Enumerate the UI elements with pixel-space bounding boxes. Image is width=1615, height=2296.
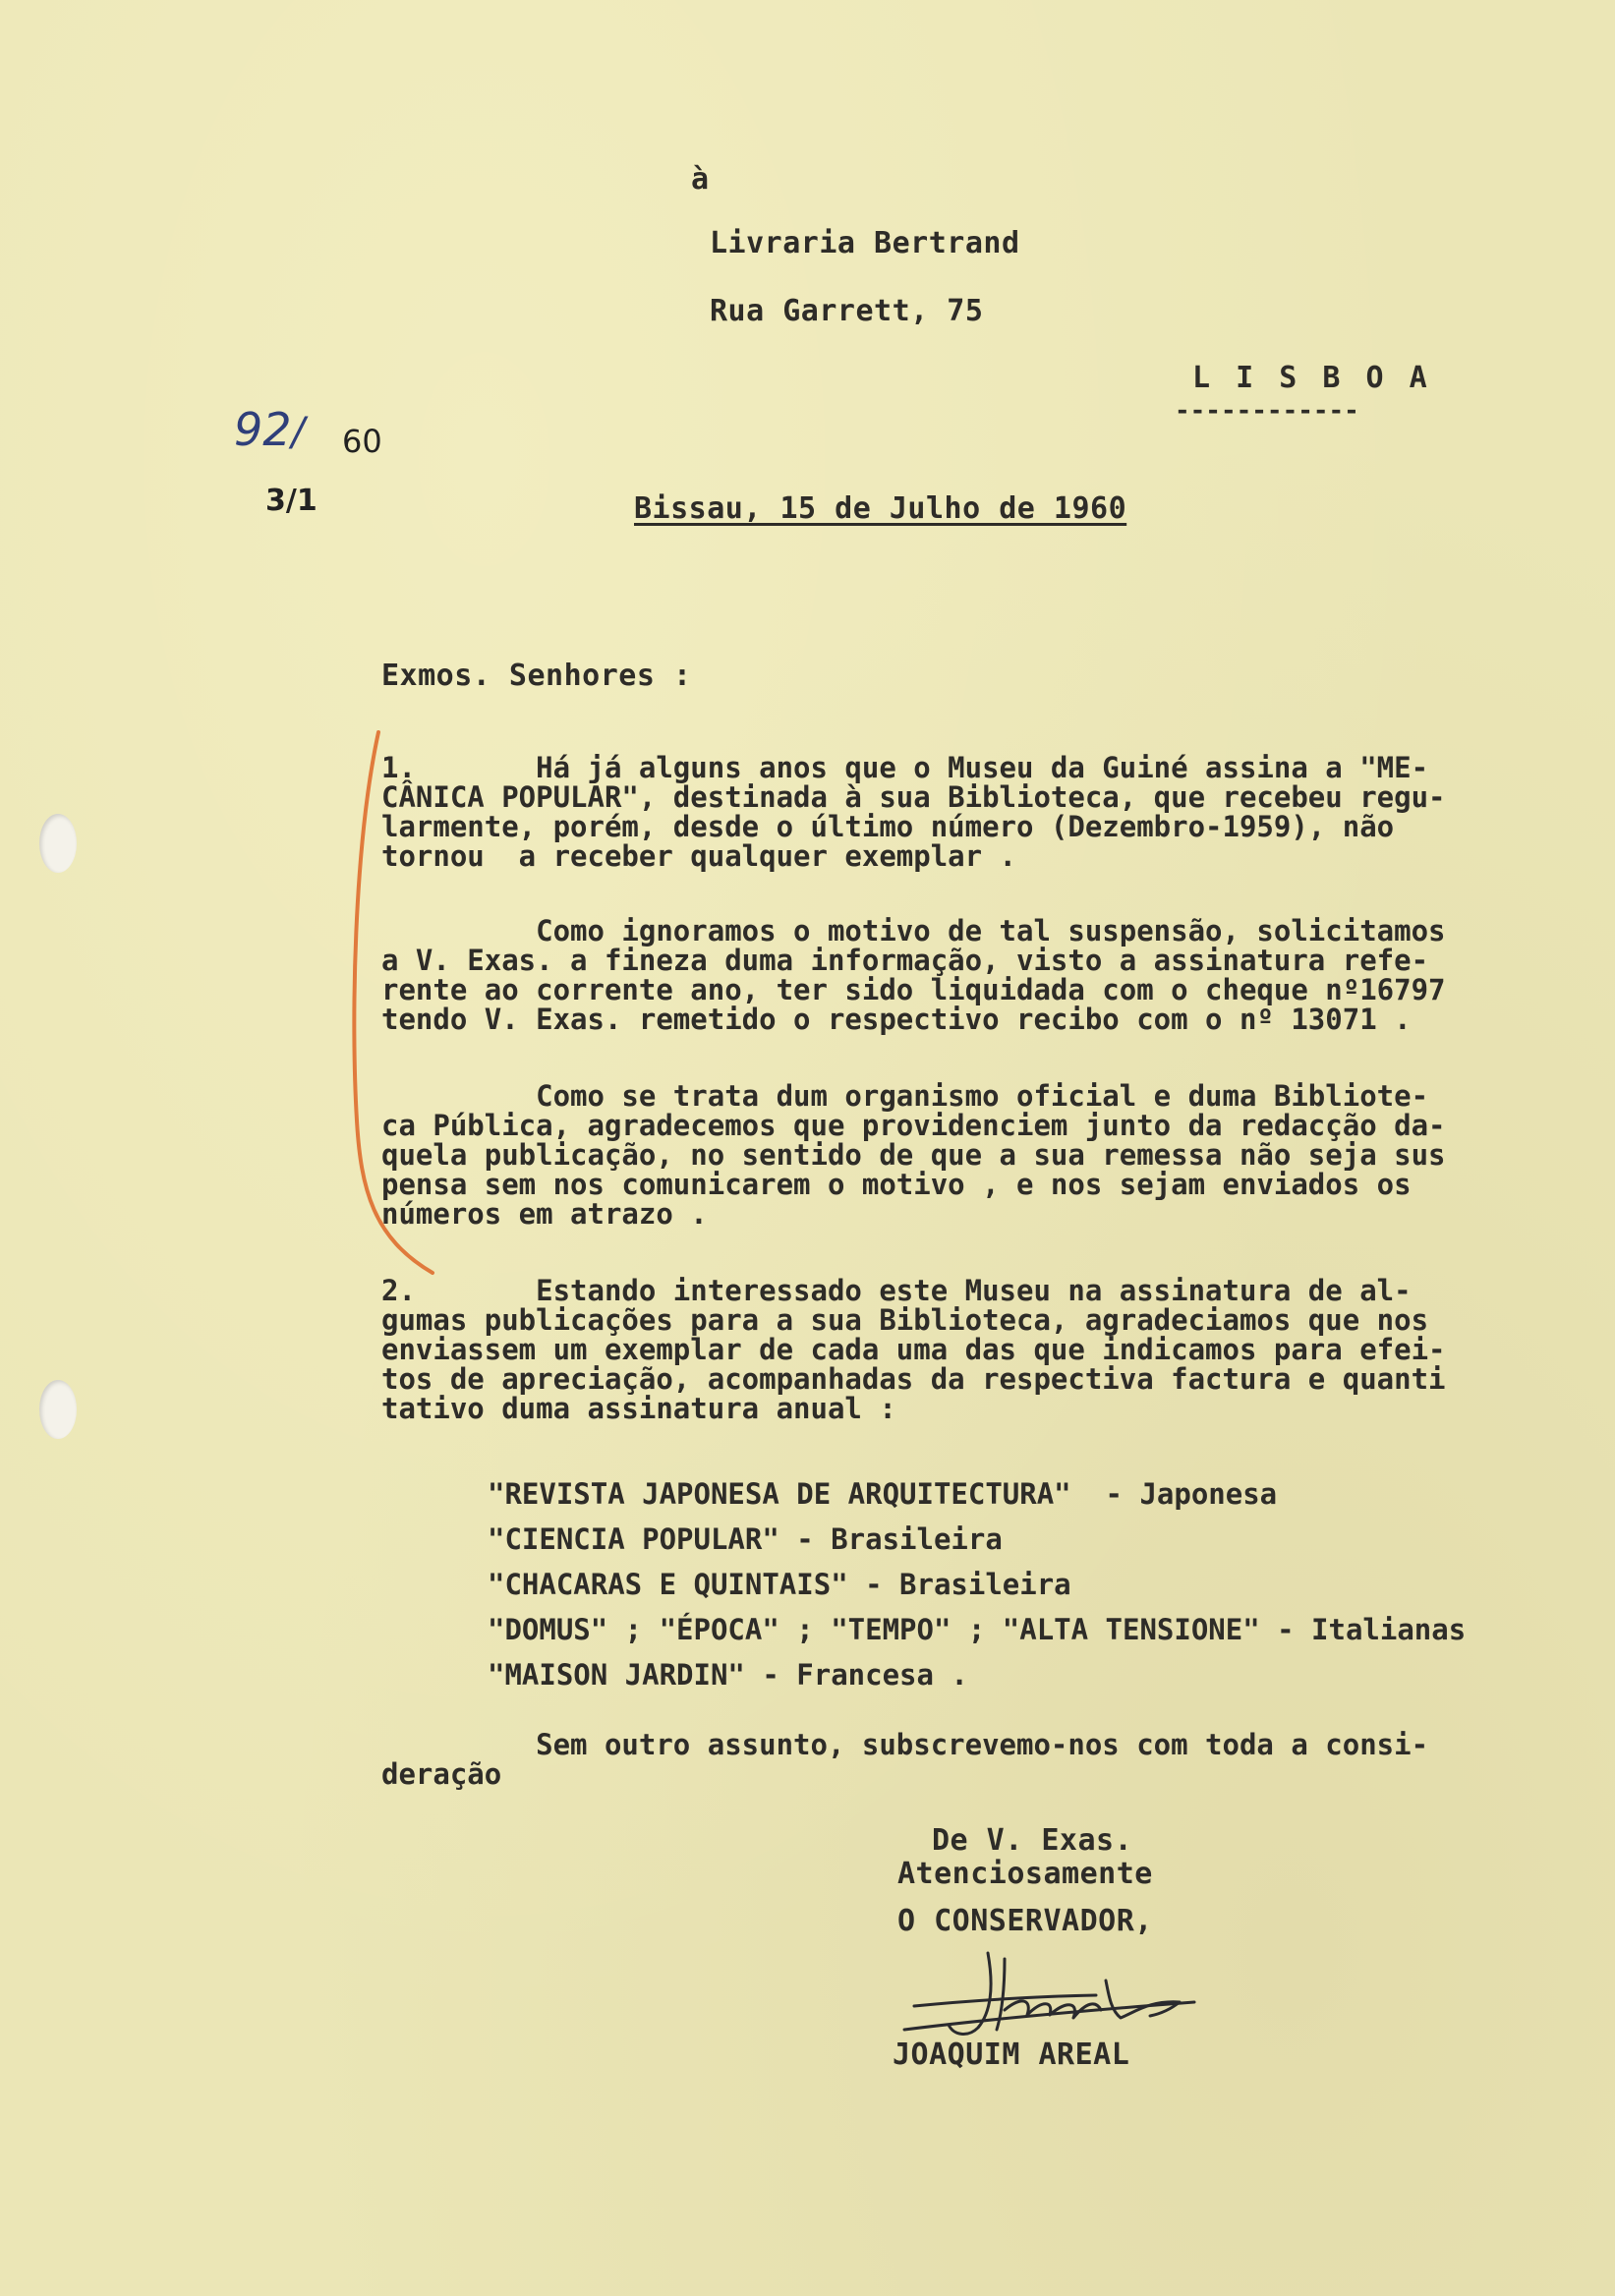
paragraph-2-line: rente ao corrente ano, ter sido liquidada com o cheque nº16797 <box>381 973 1446 1006</box>
publication-item: "CHACARAS E QUINTAIS" - Brasileira <box>488 1568 1071 1601</box>
reference-sub: 3/1 <box>265 484 317 518</box>
reference-number-main: 92 <box>234 403 292 456</box>
closing-paragraph <box>381 1730 1600 1789</box>
publication-item: "REVISTA JAPONESA DE ARQUITECTURA" - Japonesa <box>488 1477 1278 1511</box>
publications-list <box>488 1471 1598 1697</box>
paragraph-4-line: tativo duma assinatura anual : <box>381 1392 896 1425</box>
signoff-line-3: O CONSERVADOR, <box>897 1904 1153 1938</box>
paragraph-3-line: quela publicação, no sentido de que a sua remessa não seja sus <box>381 1138 1446 1172</box>
paragraph-4-line: enviassem um exemplar de cada uma das que indicamos para efei- <box>381 1333 1446 1366</box>
paragraph-4-line: tos de apreciação, acompanhadas da respectiva factura e quanti <box>381 1362 1446 1396</box>
paragraph-1 <box>381 753 1600 871</box>
paragraph-1-line: larmente, porém, desde o último número (Dezembro-1959), não <box>381 810 1395 843</box>
signoff-line-1: De V. Exas. <box>932 1823 1133 1858</box>
paragraph-4-line: gumas publicações para a sua Biblioteca, agradeciamos que nos <box>381 1303 1429 1337</box>
reference-number: 92/ <box>234 403 306 456</box>
recipient-name: Livraria Bertrand <box>710 226 1020 260</box>
salutation: Exmos. Senhores : <box>381 659 692 693</box>
corner-mark: à <box>691 162 710 197</box>
paragraph-1-line: 1. Há já alguns anos que o Museu da Guiné assina a "ME- <box>381 751 1429 784</box>
paragraph-2-line: Como ignoramos o motivo de tal suspensão, solicitamos <box>381 914 1446 947</box>
reference-year: 60 <box>342 423 382 460</box>
paragraph-3 <box>381 1081 1600 1229</box>
closing-line: deração <box>381 1757 502 1791</box>
paragraph-4-line: 2. Estando interessado este Museu na assinatura de al- <box>381 1274 1412 1307</box>
paragraph-2-line: a V. Exas. a fineza duma informação, visto a assinatura refe- <box>381 944 1429 977</box>
publication-item: "MAISON JARDIN" - Francesa . <box>488 1658 968 1692</box>
date-line: Bissau, 15 de Julho de 1960 <box>634 491 1127 526</box>
paragraph-3-line: números em atrazo . <box>381 1197 708 1231</box>
paragraph-2-line: tendo V. Exas. remetido o respectivo recibo com o nº 13071 . <box>381 1003 1412 1036</box>
paragraph-3-line: Como se trata dum organismo oficial e duma Bibliote- <box>381 1079 1429 1113</box>
handwritten-signature <box>894 1941 1209 2049</box>
paragraph-3-line: ca Pública, agradecemos que providenciem junto da redacção da- <box>381 1109 1446 1142</box>
punch-hole-top <box>39 814 77 873</box>
punch-hole-bottom <box>39 1380 77 1439</box>
signatory-name: JOAQUIM AREAL <box>893 2038 1130 2072</box>
publication-item: "DOMUS" ; "ÉPOCA" ; "TEMPO" ; "ALTA TENSIONE" - Italianas <box>488 1613 1467 1646</box>
closing-line: Sem outro assunto, subscrevemo-nos com toda a consi- <box>381 1728 1429 1761</box>
paragraph-3-line: pensa sem nos comunicarem o motivo , e nos sejam enviados os <box>381 1168 1412 1201</box>
signoff-line-2: Atenciosamente <box>897 1857 1153 1891</box>
paragraph-1-line: tornou a receber qualquer exemplar . <box>381 839 1017 873</box>
recipient-city-rule: ------------ <box>1175 396 1359 426</box>
paragraph-1-line: CÂNICA POPULAR", destinada à sua Biblioteca, que recebeu regu- <box>381 780 1446 814</box>
recipient-city: L I S B O A <box>1192 361 1431 395</box>
publication-item: "CIENCIA POPULAR" - Brasileira <box>488 1522 1003 1556</box>
recipient-street: Rua Garrett, 75 <box>710 294 984 328</box>
paragraph-2 <box>381 916 1600 1034</box>
paragraph-4 <box>381 1276 1600 1423</box>
